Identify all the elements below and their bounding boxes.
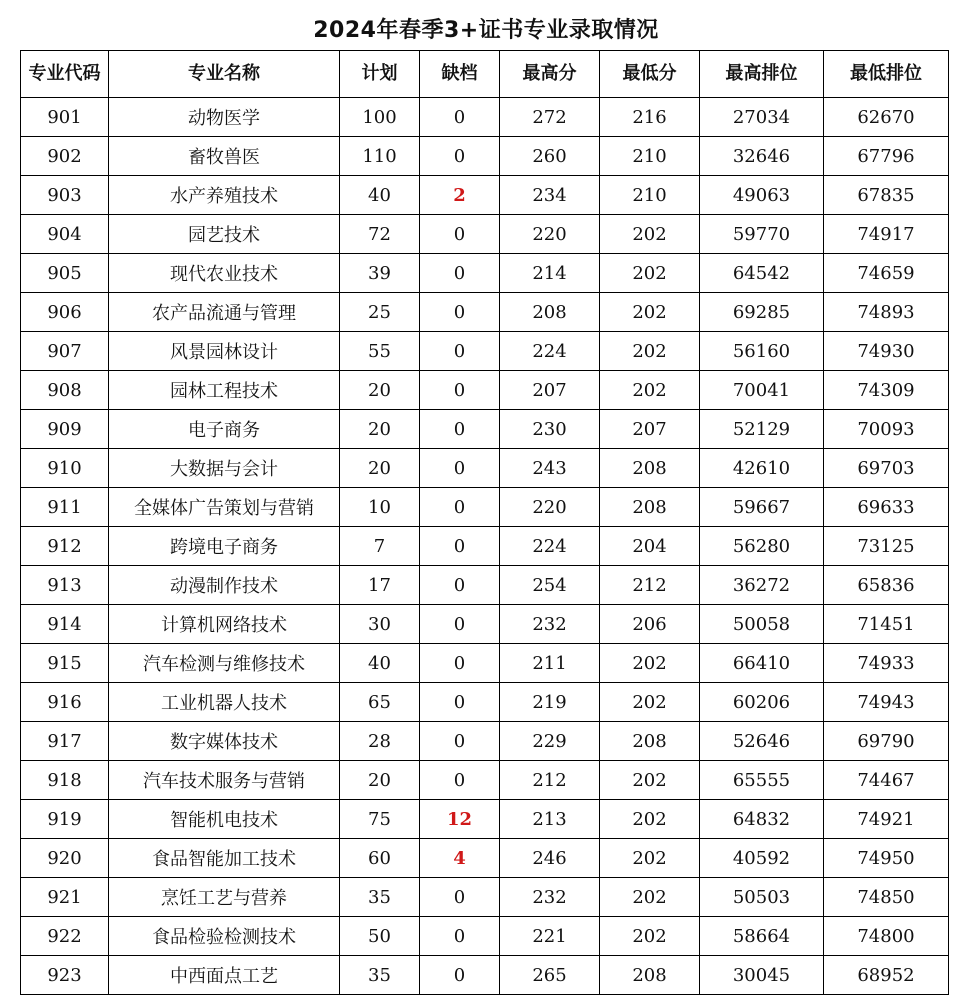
table-row bbox=[21, 293, 949, 332]
max-rank-cell: 50503 bbox=[700, 878, 824, 917]
plan-cell: 60 bbox=[340, 839, 420, 878]
max-rank-cell: 65555 bbox=[700, 761, 824, 800]
table-row bbox=[21, 449, 949, 488]
table-row bbox=[21, 917, 949, 956]
max-score-cell: 265 bbox=[500, 956, 600, 995]
name-cell: 大数据与会计 bbox=[109, 449, 340, 488]
min-rank-cell: 74933 bbox=[824, 644, 949, 683]
code-cell: 907 bbox=[21, 332, 109, 371]
max-rank-cell: 42610 bbox=[700, 449, 824, 488]
table-row bbox=[21, 683, 949, 722]
gap-cell: 0 bbox=[420, 878, 500, 917]
max-rank-cell: 59770 bbox=[700, 215, 824, 254]
name-cell: 园艺技术 bbox=[109, 215, 340, 254]
gap-cell: 0 bbox=[420, 410, 500, 449]
code-cell: 913 bbox=[21, 566, 109, 605]
table-row bbox=[21, 605, 949, 644]
plan-cell: 25 bbox=[340, 293, 420, 332]
min-rank-cell: 74950 bbox=[824, 839, 949, 878]
code-cell: 917 bbox=[21, 722, 109, 761]
gap-cell: 12 bbox=[420, 800, 500, 839]
max-score-cell: 272 bbox=[500, 98, 600, 137]
plan-cell: 35 bbox=[340, 878, 420, 917]
table-row bbox=[21, 722, 949, 761]
gap-cell: 0 bbox=[420, 254, 500, 293]
name-cell: 计算机网络技术 bbox=[109, 605, 340, 644]
min-rank-cell: 74893 bbox=[824, 293, 949, 332]
min-rank-cell: 73125 bbox=[824, 527, 949, 566]
plan-cell: 20 bbox=[340, 761, 420, 800]
max-score-cell: 243 bbox=[500, 449, 600, 488]
max-rank-cell: 58664 bbox=[700, 917, 824, 956]
min-score-cell: 202 bbox=[600, 761, 700, 800]
min-score-cell: 208 bbox=[600, 488, 700, 527]
plan-cell: 10 bbox=[340, 488, 420, 527]
gap-cell: 0 bbox=[420, 527, 500, 566]
code-cell: 914 bbox=[21, 605, 109, 644]
table-row bbox=[21, 215, 949, 254]
max-score-cell: 246 bbox=[500, 839, 600, 878]
min-rank-cell: 74659 bbox=[824, 254, 949, 293]
name-cell: 电子商务 bbox=[109, 410, 340, 449]
code-cell: 905 bbox=[21, 254, 109, 293]
header-gap: 缺档 bbox=[420, 51, 500, 98]
max-rank-cell: 56280 bbox=[700, 527, 824, 566]
gap-cell: 0 bbox=[420, 683, 500, 722]
plan-cell: 30 bbox=[340, 605, 420, 644]
table-row bbox=[21, 371, 949, 410]
min-score-cell: 208 bbox=[600, 449, 700, 488]
table-row bbox=[21, 137, 949, 176]
code-cell: 921 bbox=[21, 878, 109, 917]
name-cell: 食品智能加工技术 bbox=[109, 839, 340, 878]
header-min-score: 最低分 bbox=[600, 51, 700, 98]
code-cell: 903 bbox=[21, 176, 109, 215]
min-rank-cell: 62670 bbox=[824, 98, 949, 137]
name-cell: 动漫制作技术 bbox=[109, 566, 340, 605]
code-cell: 910 bbox=[21, 449, 109, 488]
header-code: 专业代码 bbox=[21, 51, 109, 98]
plan-cell: 72 bbox=[340, 215, 420, 254]
min-rank-cell: 69790 bbox=[824, 722, 949, 761]
max-score-cell: 224 bbox=[500, 332, 600, 371]
gap-cell: 0 bbox=[420, 137, 500, 176]
name-cell: 动物医学 bbox=[109, 98, 340, 137]
min-rank-cell: 74943 bbox=[824, 683, 949, 722]
page-title: 2024年春季3+证书专业录取情况 bbox=[313, 18, 659, 43]
plan-cell: 110 bbox=[340, 137, 420, 176]
table-row bbox=[21, 176, 949, 215]
max-score-cell: 208 bbox=[500, 293, 600, 332]
code-cell: 911 bbox=[21, 488, 109, 527]
min-score-cell: 202 bbox=[600, 683, 700, 722]
min-score-cell: 210 bbox=[600, 137, 700, 176]
min-rank-cell: 65836 bbox=[824, 566, 949, 605]
name-cell: 全媒体广告策划与营销 bbox=[109, 488, 340, 527]
min-rank-cell: 74467 bbox=[824, 761, 949, 800]
code-cell: 906 bbox=[21, 293, 109, 332]
max-score-cell: 212 bbox=[500, 761, 600, 800]
plan-cell: 100 bbox=[340, 98, 420, 137]
table-row bbox=[21, 839, 949, 878]
gap-cell: 0 bbox=[420, 761, 500, 800]
header-name: 专业名称 bbox=[109, 51, 340, 98]
min-score-cell: 204 bbox=[600, 527, 700, 566]
code-cell: 904 bbox=[21, 215, 109, 254]
min-score-cell: 202 bbox=[600, 800, 700, 839]
plan-cell: 39 bbox=[340, 254, 420, 293]
plan-cell: 65 bbox=[340, 683, 420, 722]
max-rank-cell: 70041 bbox=[700, 371, 824, 410]
table-row bbox=[21, 566, 949, 605]
table-row bbox=[21, 761, 949, 800]
gap-cell: 4 bbox=[420, 839, 500, 878]
max-rank-cell: 52646 bbox=[700, 722, 824, 761]
table-row bbox=[21, 878, 949, 917]
table-row bbox=[21, 527, 949, 566]
max-score-cell: 220 bbox=[500, 488, 600, 527]
min-score-cell: 202 bbox=[600, 878, 700, 917]
max-score-cell: 232 bbox=[500, 605, 600, 644]
min-rank-cell: 69703 bbox=[824, 449, 949, 488]
gap-cell: 0 bbox=[420, 917, 500, 956]
max-score-cell: 224 bbox=[500, 527, 600, 566]
code-cell: 920 bbox=[21, 839, 109, 878]
max-score-cell: 213 bbox=[500, 800, 600, 839]
table-row bbox=[21, 800, 949, 839]
min-rank-cell: 74800 bbox=[824, 917, 949, 956]
max-score-cell: 229 bbox=[500, 722, 600, 761]
max-rank-cell: 59667 bbox=[700, 488, 824, 527]
min-score-cell: 206 bbox=[600, 605, 700, 644]
code-cell: 909 bbox=[21, 410, 109, 449]
min-rank-cell: 74917 bbox=[824, 215, 949, 254]
max-score-cell: 214 bbox=[500, 254, 600, 293]
header-min-rank: 最低排位 bbox=[824, 51, 949, 98]
plan-cell: 7 bbox=[340, 527, 420, 566]
plan-cell: 20 bbox=[340, 371, 420, 410]
min-score-cell: 202 bbox=[600, 839, 700, 878]
plan-cell: 20 bbox=[340, 410, 420, 449]
min-score-cell: 202 bbox=[600, 644, 700, 683]
min-score-cell: 202 bbox=[600, 215, 700, 254]
code-cell: 901 bbox=[21, 98, 109, 137]
code-cell: 919 bbox=[21, 800, 109, 839]
name-cell: 畜牧兽医 bbox=[109, 137, 340, 176]
max-score-cell: 207 bbox=[500, 371, 600, 410]
code-cell: 915 bbox=[21, 644, 109, 683]
gap-cell: 0 bbox=[420, 449, 500, 488]
name-cell: 风景园林设计 bbox=[109, 332, 340, 371]
name-cell: 食品检验检测技术 bbox=[109, 917, 340, 956]
min-rank-cell: 67796 bbox=[824, 137, 949, 176]
max-rank-cell: 66410 bbox=[700, 644, 824, 683]
header-max-rank: 最高排位 bbox=[700, 51, 824, 98]
plan-cell: 50 bbox=[340, 917, 420, 956]
gap-cell: 0 bbox=[420, 956, 500, 995]
name-cell: 水产养殖技术 bbox=[109, 176, 340, 215]
header-max-score: 最高分 bbox=[500, 51, 600, 98]
gap-cell: 0 bbox=[420, 722, 500, 761]
header-plan: 计划 bbox=[340, 51, 420, 98]
plan-cell: 40 bbox=[340, 644, 420, 683]
plan-cell: 40 bbox=[340, 176, 420, 215]
table-row bbox=[21, 956, 949, 995]
max-rank-cell: 56160 bbox=[700, 332, 824, 371]
admission-table bbox=[20, 50, 949, 995]
max-score-cell: 234 bbox=[500, 176, 600, 215]
name-cell: 跨境电子商务 bbox=[109, 527, 340, 566]
plan-cell: 55 bbox=[340, 332, 420, 371]
max-rank-cell: 36272 bbox=[700, 566, 824, 605]
code-cell: 922 bbox=[21, 917, 109, 956]
max-rank-cell: 60206 bbox=[700, 683, 824, 722]
name-cell: 中西面点工艺 bbox=[109, 956, 340, 995]
min-score-cell: 208 bbox=[600, 956, 700, 995]
min-rank-cell: 69633 bbox=[824, 488, 949, 527]
plan-cell: 75 bbox=[340, 800, 420, 839]
max-score-cell: 211 bbox=[500, 644, 600, 683]
table-row bbox=[21, 410, 949, 449]
gap-cell: 0 bbox=[420, 644, 500, 683]
plan-cell: 35 bbox=[340, 956, 420, 995]
max-rank-cell: 64832 bbox=[700, 800, 824, 839]
gap-cell: 0 bbox=[420, 566, 500, 605]
code-cell: 908 bbox=[21, 371, 109, 410]
min-score-cell: 208 bbox=[600, 722, 700, 761]
name-cell: 数字媒体技术 bbox=[109, 722, 340, 761]
min-score-cell: 202 bbox=[600, 371, 700, 410]
max-rank-cell: 64542 bbox=[700, 254, 824, 293]
max-score-cell: 232 bbox=[500, 878, 600, 917]
max-rank-cell: 40592 bbox=[700, 839, 824, 878]
max-rank-cell: 50058 bbox=[700, 605, 824, 644]
name-cell: 烹饪工艺与营养 bbox=[109, 878, 340, 917]
name-cell: 汽车检测与维修技术 bbox=[109, 644, 340, 683]
gap-cell: 0 bbox=[420, 488, 500, 527]
gap-cell: 0 bbox=[420, 215, 500, 254]
max-score-cell: 219 bbox=[500, 683, 600, 722]
gap-cell: 0 bbox=[420, 98, 500, 137]
table-row bbox=[21, 332, 949, 371]
max-rank-cell: 69285 bbox=[700, 293, 824, 332]
name-cell: 现代农业技术 bbox=[109, 254, 340, 293]
code-cell: 912 bbox=[21, 527, 109, 566]
gap-cell: 0 bbox=[420, 605, 500, 644]
table-row bbox=[21, 488, 949, 527]
plan-cell: 28 bbox=[340, 722, 420, 761]
table-row bbox=[21, 644, 949, 683]
name-cell: 智能机电技术 bbox=[109, 800, 340, 839]
max-score-cell: 221 bbox=[500, 917, 600, 956]
name-cell: 农产品流通与管理 bbox=[109, 293, 340, 332]
plan-cell: 17 bbox=[340, 566, 420, 605]
min-score-cell: 202 bbox=[600, 332, 700, 371]
min-rank-cell: 74930 bbox=[824, 332, 949, 371]
min-score-cell: 212 bbox=[600, 566, 700, 605]
min-rank-cell: 67835 bbox=[824, 176, 949, 215]
min-score-cell: 202 bbox=[600, 254, 700, 293]
code-cell: 902 bbox=[21, 137, 109, 176]
code-cell: 923 bbox=[21, 956, 109, 995]
min-rank-cell: 68952 bbox=[824, 956, 949, 995]
min-rank-cell: 74850 bbox=[824, 878, 949, 917]
max-rank-cell: 49063 bbox=[700, 176, 824, 215]
gap-cell: 0 bbox=[420, 293, 500, 332]
max-rank-cell: 30045 bbox=[700, 956, 824, 995]
max-rank-cell: 32646 bbox=[700, 137, 824, 176]
table-row bbox=[21, 254, 949, 293]
plan-cell: 20 bbox=[340, 449, 420, 488]
name-cell: 工业机器人技术 bbox=[109, 683, 340, 722]
min-score-cell: 202 bbox=[600, 917, 700, 956]
min-score-cell: 207 bbox=[600, 410, 700, 449]
table-body bbox=[21, 98, 949, 995]
gap-cell: 0 bbox=[420, 332, 500, 371]
code-cell: 916 bbox=[21, 683, 109, 722]
max-score-cell: 260 bbox=[500, 137, 600, 176]
table-row bbox=[21, 98, 949, 137]
min-rank-cell: 70093 bbox=[824, 410, 949, 449]
min-score-cell: 202 bbox=[600, 293, 700, 332]
max-score-cell: 230 bbox=[500, 410, 600, 449]
min-rank-cell: 71451 bbox=[824, 605, 949, 644]
min-score-cell: 216 bbox=[600, 98, 700, 137]
table-header-row bbox=[21, 51, 949, 98]
min-rank-cell: 74921 bbox=[824, 800, 949, 839]
name-cell: 园林工程技术 bbox=[109, 371, 340, 410]
gap-cell: 2 bbox=[420, 176, 500, 215]
gap-cell: 0 bbox=[420, 371, 500, 410]
code-cell: 918 bbox=[21, 761, 109, 800]
min-score-cell: 210 bbox=[600, 176, 700, 215]
max-score-cell: 220 bbox=[500, 215, 600, 254]
max-score-cell: 254 bbox=[500, 566, 600, 605]
max-rank-cell: 27034 bbox=[700, 98, 824, 137]
max-rank-cell: 52129 bbox=[700, 410, 824, 449]
min-rank-cell: 74309 bbox=[824, 371, 949, 410]
name-cell: 汽车技术服务与营销 bbox=[109, 761, 340, 800]
